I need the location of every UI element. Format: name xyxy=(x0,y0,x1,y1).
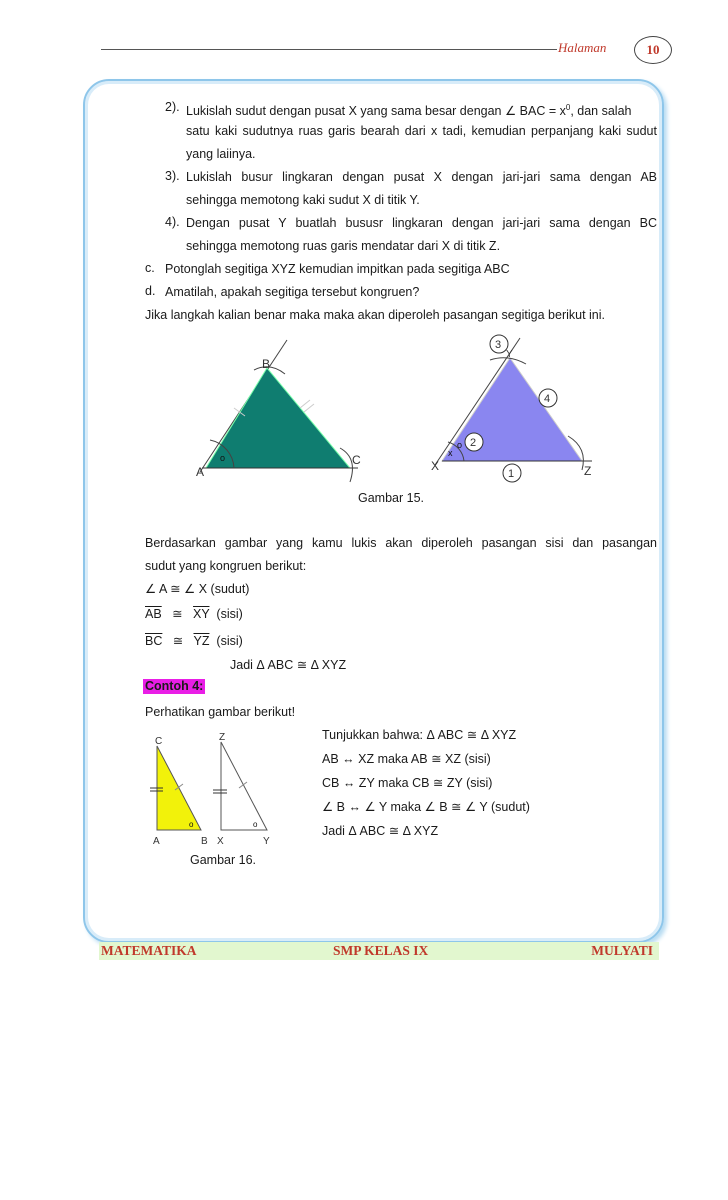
side-congruence-bc xyxy=(145,633,243,649)
footer-class: SMP KELAS IX xyxy=(333,943,429,958)
step-number: 2). xyxy=(165,100,180,114)
label-y: Y xyxy=(506,349,513,360)
example-heading: Contoh 4: xyxy=(145,679,204,693)
footer-author: MULYATI xyxy=(591,943,653,958)
example-line: Tunjukkan bahwa: Δ ABC ≅ Δ XYZ xyxy=(322,728,517,742)
intro-line: Jika langkah kalian benar maka maka akan diperoleh pasangan segitiga berikut ini. xyxy=(145,308,606,322)
label-z: Z xyxy=(219,732,226,743)
sisi-label: (sisi) xyxy=(216,607,243,621)
step-line: Lukislah busur lingkaran dengan pusat X dengan jari-jari sama dengan AB xyxy=(186,170,657,184)
example-line: CB ↔ ZY maka CB ≅ ZY (sisi) xyxy=(322,776,493,790)
item-letter: c. xyxy=(145,261,155,275)
triangle-xyz-small xyxy=(213,732,270,847)
example-prompt: Perhatikan gambar berikut! xyxy=(145,705,296,719)
label-y: Y xyxy=(263,836,270,847)
header-rule xyxy=(101,49,557,50)
figure-15 xyxy=(190,330,610,490)
label-x: X xyxy=(431,459,440,473)
congruence-conclusion: Jadi Δ ABC ≅ Δ XYZ xyxy=(230,658,347,672)
segment-xy: $\overline{XY}$ xyxy=(193,607,210,621)
label-x: X xyxy=(217,836,224,847)
label-a: A xyxy=(196,465,205,479)
paragraph-line: Berdasarkan gambar yang kamu lukis akan diperoleh pasangan sisi dan pasangan xyxy=(145,536,657,550)
segment-ab: $\overline{AB}$ xyxy=(145,607,162,621)
header-page-label: Halaman xyxy=(558,40,607,55)
label-c: C xyxy=(155,736,163,747)
angle-mark: o xyxy=(457,440,463,450)
label-z: Z xyxy=(584,464,592,478)
triangle-xyz xyxy=(431,335,592,482)
segment-yz: $\overline{YZ}$ xyxy=(193,634,210,648)
step-line xyxy=(186,100,631,119)
circle-4-label: 4 xyxy=(544,393,551,405)
example-line: Jadi Δ ABC ≅ Δ XYZ xyxy=(322,824,439,838)
item-text: Potonglah segitiga XYZ kemudian impitkan pada segitiga ABC xyxy=(165,262,510,276)
sisi-label: (sisi) xyxy=(216,634,243,648)
angle-mark: o xyxy=(220,453,226,463)
figure-15-caption: Gambar 15. xyxy=(358,491,425,505)
step-line: sehingga memotong kaki sudut X di titik Y. xyxy=(186,193,420,207)
example-line: AB ↔ XZ maka AB ≅ XZ (sisi) xyxy=(322,752,491,766)
step-text: Lukislah sudut dengan pusat X yang sama besar dengan ∠ BAC = x xyxy=(186,104,566,119)
angle-congruence: ∠ A ≅ ∠ X (sudut) xyxy=(145,582,250,596)
step-text-tail: , dan salah xyxy=(570,104,632,119)
triangle-abc-fill xyxy=(157,746,201,830)
triangle-abc-fill xyxy=(206,368,350,468)
circle-2-label: 2 xyxy=(470,437,477,449)
step-line: sehingga memotong ruas garis mendatar dari X di titik Z. xyxy=(186,239,501,253)
triangle-abc xyxy=(196,340,361,482)
page-number-badge: 10 xyxy=(634,36,672,64)
tick-mark xyxy=(304,404,314,412)
step-number: 3). xyxy=(165,169,180,183)
superscript: 0 xyxy=(565,103,571,112)
label-a: A xyxy=(153,836,160,847)
congruent-symbol: ≅ xyxy=(172,607,183,621)
step-line: satu kaki sudutnya ruas garis bearah dari x tadi, kemudian perpanjang kaki sudut xyxy=(186,124,657,138)
step-line: yang laiinya. xyxy=(186,147,256,161)
paragraph-line: sudut yang kongruen berikut: xyxy=(145,559,307,573)
label-b: B xyxy=(262,357,271,371)
tick-mark xyxy=(300,400,310,408)
item-text: Amatilah, apakah segitiga tersebut kongruen? xyxy=(165,285,420,299)
figure-16 xyxy=(145,730,275,850)
label-b: B xyxy=(201,836,208,847)
footer-subject: MATEMATIKA xyxy=(101,943,197,958)
triangle-xyz-fill xyxy=(221,742,267,830)
side-congruence-ab xyxy=(145,606,243,622)
step-number: 4). xyxy=(165,215,180,229)
step-line: Dengan pusat Y buatlah bususr lingkaran dengan jari-jari sama dengan BC xyxy=(186,216,657,230)
angle-mark: o xyxy=(253,820,258,829)
triangle-abc-small xyxy=(150,736,208,847)
congruent-symbol: ≅ xyxy=(172,634,184,648)
triangle-xyz-fill xyxy=(442,358,582,461)
figure-16-caption: Gambar 16. xyxy=(190,853,257,867)
label-c: C xyxy=(352,453,361,467)
segment-bc: $\overline{BC}$ xyxy=(145,634,163,648)
angle-x-label: x xyxy=(448,448,453,458)
example-line: ∠ B ↔ ∠ Y maka ∠ B ≅ ∠ Y (sudut) xyxy=(322,800,530,814)
circle-1-label: 1 xyxy=(508,468,515,480)
angle-mark: o xyxy=(189,820,194,829)
item-letter: d. xyxy=(145,284,156,298)
footer-bar xyxy=(99,942,659,960)
circle-3-label: 3 xyxy=(495,339,502,351)
